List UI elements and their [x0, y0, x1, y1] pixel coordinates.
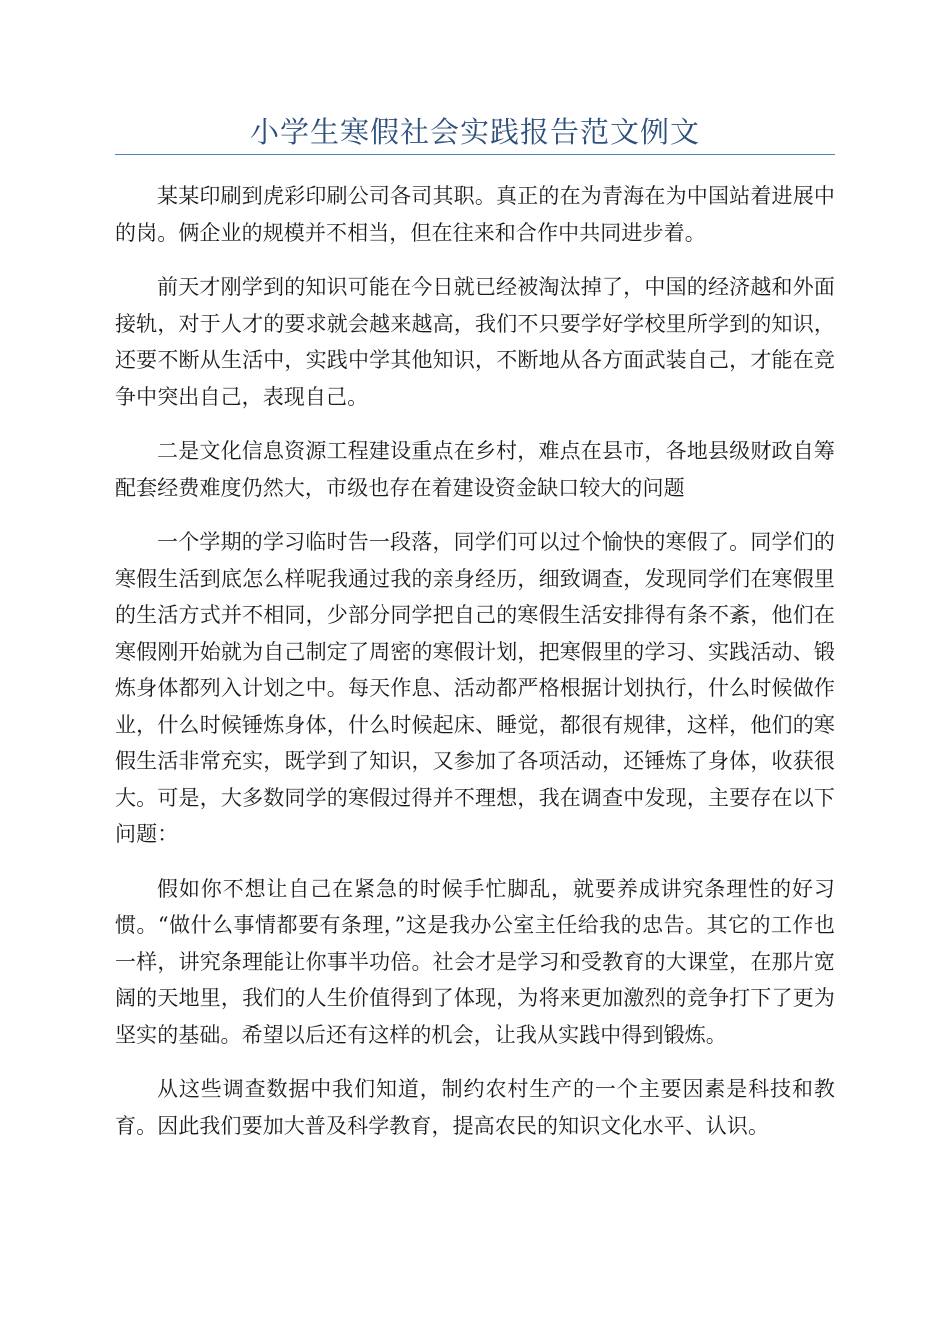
paragraph: 从这些调查数据中我们知道，制约农村生产的一个主要因素是科技和教育。因此我们要加大普及科学教育，提高农民的知识文化水平、认识。: [115, 1077, 835, 1138]
paragraph: 二是文化信息资源工程建设重点在乡村，难点在县市，各地县级财政自筹配套经费难度仍然大，市级也存在着建设资金缺口较大的问题: [115, 439, 835, 500]
title-underline: [115, 154, 835, 155]
paragraph: 前天才刚学到的知识可能在今日就已经被淘汰掉了，中国的经济越和外面接轨，对于人才的要求就会越来越高，我们不只要学好学校里所学到的知识，还要不断从生活中，实践中学其他知识，不断地从各方面武装自己，才能在竞争中突出自己，表现自己。: [115, 275, 835, 409]
paragraph: 某某印刷到虎彩印刷公司各司其职。真正的在为青海在为中国站着进展中的岗。俩企业的规模并不相当，但在往来和合作中共同进步着。: [115, 184, 835, 245]
paragraph: 假如你不想让自己在紧急的时候手忙脚乱，就要养成讲究条理性的好习惯。“做什么事情都要有条理，”这是我办公室主任给我的忠告。其它的工作也一样，讲究条理能让你事半功倍。社会才是学习和受教育的大课堂，在那片宽阔的天地里，我们的人生价值得到了体现，为将来更加激烈的竞争打下了更为坚实的基础。希望以后还有这样的机会，让我从实践中得到锻炼。: [115, 876, 835, 1047]
paragraph: 一个学期的学习临时告一段落，同学们可以过个愉快的寒假了。同学们的寒假生活到底怎么样呢我通过我的亲身经历，细致调查，发现同学们在寒假里的生活方式并不相同，少部分同学把自己的寒假生活安排得有条不紊，他们在寒假刚开始就为自己制定了周密的寒假计划，把寒假里的学习、实践活动、锻炼身体都列入计划之中。每天作息、活动都严格根据计划执行，什么时候做作业，什么时候锤炼身体，什么时候起床、睡觉，都很有规律，这样，他们的寒假生活非常充实，既学到了知识，又参加了各项活动，还锤炼了身体，收获很大。可是，大多数同学的寒假过得并不理想，我在调查中发现，主要存在以下问题：: [115, 530, 835, 846]
document-body: [115, 178, 835, 1162]
document-title: 小学生寒假社会实践报告范文例文: [249, 115, 700, 149]
